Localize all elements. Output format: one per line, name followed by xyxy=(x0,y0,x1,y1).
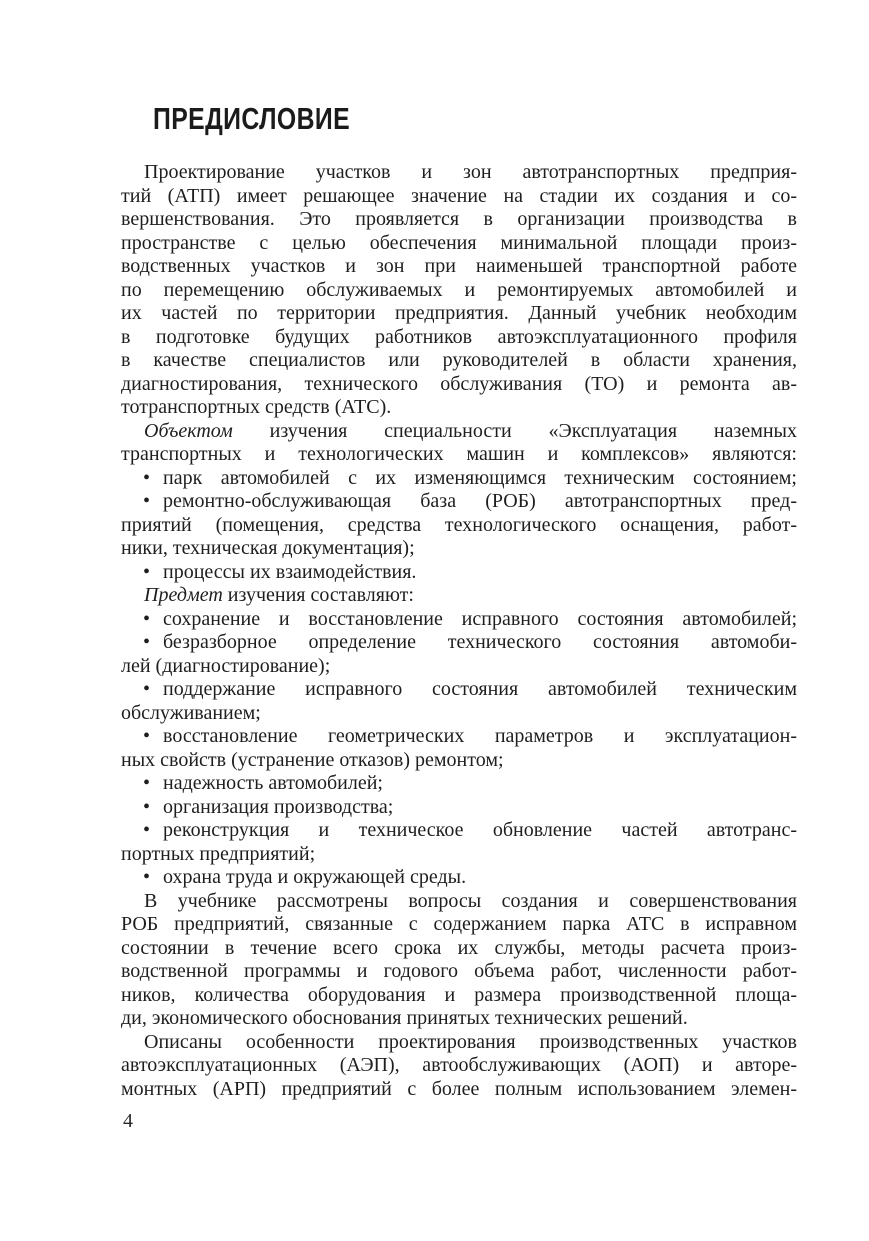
text-line: водственных участков и зон при наименьшей транспортной работе xyxy=(121,255,797,277)
text-line: монтных (АРП) предприятий с более полным использованием элемен- xyxy=(121,1077,797,1100)
bullet-icon: • xyxy=(143,795,151,818)
text-line: диагностирования, технического обслуживания (ТО) и ремонта ав- xyxy=(121,372,797,395)
text-line: ников, количества оборудования и размера производственной площа- xyxy=(121,983,797,1006)
text-line: В учебнике рассмотрены вопросы создания и совершенствования xyxy=(144,889,797,912)
text-line: автоэксплуатационных (АЭП), автообслуживающих (АОП) и авторе- xyxy=(121,1054,797,1076)
bullet-icon: • xyxy=(143,819,151,841)
bullet-icon: • xyxy=(143,725,151,747)
italic-lead-word: Предмет xyxy=(144,584,223,606)
text-line xyxy=(121,584,797,608)
text-line: их частей по территории предприятия. Данный учебник необходим xyxy=(121,302,797,324)
text-line: Описаны особенности проектирования производственных участков xyxy=(144,1030,797,1053)
text-line: Проектирование участков и зон автотранспортных предприя- xyxy=(144,161,797,183)
bullet-icon: • xyxy=(143,560,151,583)
page-title: ПРЕДИСЛОВИЕ xyxy=(153,101,351,136)
page-number: 4 xyxy=(123,1110,133,1132)
text-line: тий (АТП) имеет решающее значение на стадии их создания и со- xyxy=(121,184,797,207)
bullet-line: • сохранение и восстановление исправного состояния автомобилей; xyxy=(143,607,797,630)
text-line: пространстве с целью обеспечения минимальной площади произ- xyxy=(121,231,797,254)
bullet-icon: • xyxy=(143,490,151,512)
text-span: изучения составляют: xyxy=(222,584,414,606)
bullet-icon: • xyxy=(143,607,151,630)
text-line: портных предприятий; xyxy=(121,842,316,865)
bullet-line: • восстановление геометрических параметров и эксплуатацион- xyxy=(143,725,797,747)
text-line: в качестве специалистов или руководителей в области хранения, xyxy=(121,349,797,371)
body-text xyxy=(121,161,797,1101)
bullet-line: • реконструкция и техническое обновление частей автотранс- xyxy=(143,819,797,841)
text-line: приятий (помещения, средства технологического оснащения, работ- xyxy=(121,513,797,536)
bullet-line: • парк автомобилей с их изменяющимся техническим состоянием; xyxy=(143,466,797,489)
bullet-icon: • xyxy=(143,772,151,794)
bullet-line: • поддержание исправного состояния автомобилей техническим xyxy=(143,678,797,700)
text-line: РОБ предприятий, связанные с содержанием парка АТС в исправном xyxy=(121,913,797,935)
bullet-icon: • xyxy=(143,466,151,489)
text-line: ники, техническая документация); xyxy=(121,537,415,559)
text-line: по перемещению обслуживаемых и ремонтируемых автомобилей и xyxy=(121,278,797,301)
bullet-line: • ремонтно-обслуживающая база (РОБ) автотранспортных пред- xyxy=(143,490,797,512)
italic-lead-word: Объектом xyxy=(144,419,233,442)
text-span: изучения специальности «Эксплуатация наземных xyxy=(232,419,797,442)
bullet-line: • организация производства; xyxy=(143,795,394,818)
text-line: лей (диагностирование); xyxy=(121,654,331,677)
text-line: в подготовке будущих работников автоэксплуатационного профиля xyxy=(121,325,797,348)
text-line: обслуживанием; xyxy=(121,701,261,724)
text-line: ных свойств (устранение отказов) ремонтом; xyxy=(121,748,504,771)
text-line xyxy=(121,420,797,444)
text-line: вершенствования. Это проявляется в организации производства в xyxy=(121,208,797,230)
text-line: транспортных и технологических машин и комплексов» являются: xyxy=(121,443,797,465)
bullet-icon: • xyxy=(143,678,151,700)
bullet-line: • надежность автомобилей; xyxy=(143,772,383,794)
text-line: ди, экономического обоснования принятых технических решений. xyxy=(121,1007,688,1029)
bullet-line: • процессы их взаимодействия. xyxy=(143,560,417,583)
bullet-icon: • xyxy=(143,866,151,888)
text-line: водственной программы и годового объема работ, численности работ- xyxy=(121,960,797,982)
text-line: тотранспортных средств (АТС). xyxy=(121,396,392,418)
text-line: состоянии в течение всего срока их службы, методы расчета произ- xyxy=(121,936,797,959)
bullet-icon: • xyxy=(143,631,151,653)
bullet-line: • охрана труда и окружающей среды. xyxy=(143,866,467,888)
bullet-line: • безразборное определение технического состояния автомоби- xyxy=(143,631,797,653)
